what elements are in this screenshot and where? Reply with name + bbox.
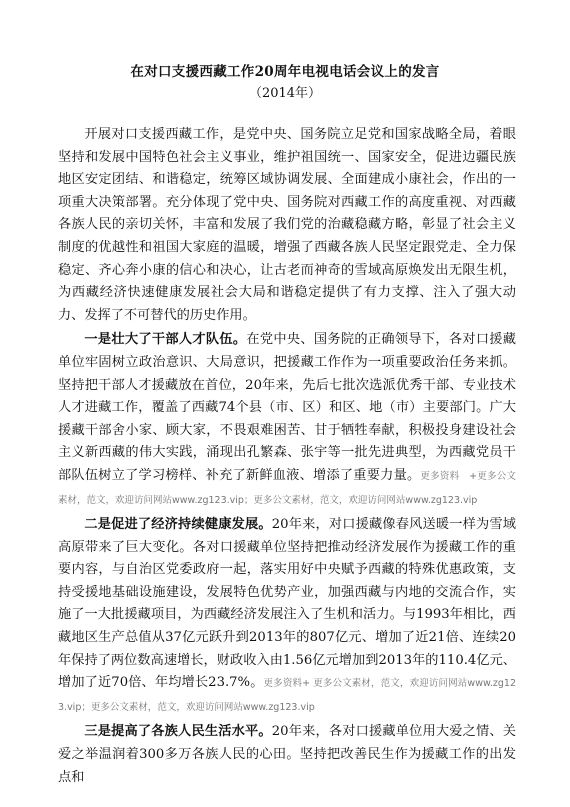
document-title: 在对口支援西藏工作20周年电视电话会议上的发言 <box>130 64 440 80</box>
paragraph-text: 在党中央、国务院的正确领导下，各对口援藏单位牢固树立政治意识、大局意识，把援藏工作作为一项重要政治任务来抓。坚持把干部人才援藏放在首位，20年来，先后七批次选派优秀干部、专业技术人才进藏工作，覆盖了西藏74个县（市、区）和区、地（市）主要部门。广大援藏干部舍小家、顾大家，不畏艰难困苦、甘于牺牲奉献，积极投身建设社会主义新西藏的伟大实践，涌现出孔繁森、张宇等一批先进典型，为西藏党员干部队伍树立了学习榜样、补充了新鲜血液、增添了重要力量。 <box>58 332 516 483</box>
paragraph-text: 开展对口支援西藏工作，是党中央、国务院立足党和国家战略全局，着眼坚持和发展中国特色社会主义事业，维护祖国统一、国家安全，促进边疆民族地区安定团结、和谐稳定，统筹区域协调发展、全面建成小康社会，作出的一项重大决策部署。充分体现了党中央、国务院对西藏工作的高度重视、对西藏各族人民的亲切关怀，丰富和发展了我们党的治藏稳藏方略，彰显了社会主义制度的优越性和祖国大家庭的温暖，增强了西藏各族人民坚定跟党走、全力保稳定、齐心奔小康的信心和决心，让古老而神奇的雪域高原焕发出无限生机，为西藏经济快速健康发展社会大局和谐稳定提供了有力支撑、注入了强大动力、发挥了不可替代的历史作用。 <box>58 127 516 323</box>
paragraph-lead: 三是提高了各族人民生活水平。 <box>84 724 272 740</box>
paragraph-lead: 一是壮大了干部人才队伍。 <box>84 332 247 348</box>
paragraph-livelihood <box>58 721 516 789</box>
paragraph-cadres <box>58 329 516 512</box>
paragraph-intro <box>58 124 516 327</box>
paragraph-lead: 二是促进了经济持续健康发展。 <box>84 517 272 533</box>
document-subtitle: （2014年） <box>248 86 322 101</box>
paragraph-economy <box>58 514 516 719</box>
watermark-ad-text: 更多资料 +更多公文素材，范文，欢迎访问网站www.zg123.vip；更多公文素材，范文，欢迎访问网站www.zg123.vip <box>58 470 516 506</box>
paragraph-text: 20年来，对口援藏像春风送暖一样为雪域高原带来了巨大变化。各对口援藏单位坚持把推动经济发展作为援藏工作的重要内容，与自治区党委政府一起，落实用好中央赋予西藏的特殊优惠政策，支持受援地基础设施建设，发展特色优势产业，加强西藏与内地的交流合作，实施了一大批援藏项目，为西藏经济发展注入了生机和活力。与1993年相比，西藏地区生产总值从37亿元跃升到2013年的807亿元、增加了近21倍、连续20年保持了两位数高速增长，财政收入由1.56亿元增加到2013年的110.4亿元、增加了近70倍、年均增长23.7%。 <box>58 517 516 691</box>
paragraph-text: 20年来，各对口援藏单位用大爱之情、关爱之举温润着300多万各族人民的心田。坚持把改善民生作为援藏工作的出发点和 <box>58 724 516 785</box>
document-body <box>58 124 516 791</box>
watermark-ad-text: 更多资料+ 更多公文素材，范文，欢迎访问网站www.zg123.vip；更多公文素材，范文，欢迎访问网站www.zg123.vip <box>58 678 516 713</box>
